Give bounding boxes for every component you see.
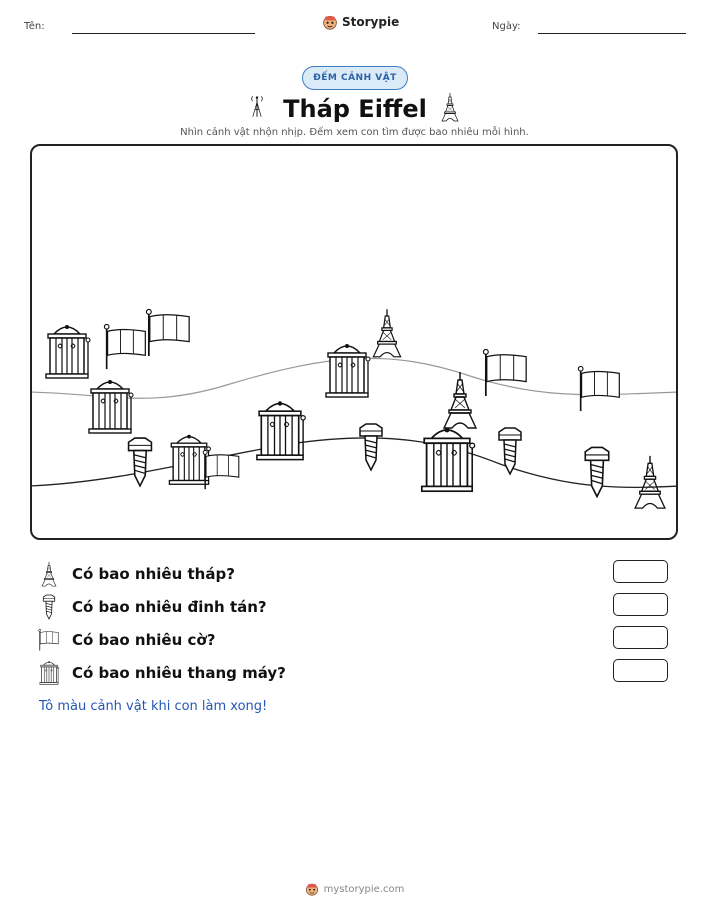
answer-box-rivets[interactable] [613,593,668,616]
rivet-icon [38,595,60,619]
brand-name: Storypie [342,15,400,29]
flag-icon [38,628,60,652]
coloring-note: Tô màu cảnh vật khi con làm xong! [39,699,268,714]
eiffel-tower-icon [444,372,476,428]
elevator-icon [422,428,475,492]
brand-logo [322,12,399,32]
eiffel-tower-icon [373,309,400,357]
answer-box-elevators[interactable] [613,659,668,682]
question-towers [38,561,235,587]
rivet-icon [129,438,152,486]
date-label: Ngày: [492,21,521,32]
answer-box-flags[interactable] [613,626,668,649]
question-text: Có bao nhiêu cờ? [72,631,216,649]
elevator-icon [89,380,133,433]
date-field[interactable] [538,33,686,34]
question-rivets [38,594,267,620]
elevator-icon [326,344,370,397]
front-hill-line [30,438,678,487]
flag-icon [578,366,619,411]
rivet-icon [499,428,521,474]
elevator-icon [46,325,90,378]
question-elevators [38,660,286,686]
elevator-icon [38,661,60,685]
mascot-icon [322,14,338,30]
mascot-icon [305,882,319,896]
flag-icon [104,324,145,369]
page-title: Tháp Eiffel [283,95,427,123]
footer-brand [0,880,709,898]
eiffel-tower-icon [635,456,665,508]
rivet-icon [585,447,608,496]
name-field[interactable] [72,33,255,34]
question-text: Có bao nhiêu thang máy? [72,664,286,682]
counting-scene [30,144,678,540]
question-flags [38,627,215,653]
elevator-icon [169,435,210,484]
eiffel-tower-icon [38,562,60,586]
instruction-text: Nhìn cảnh vật nhộn nhịp. Đếm xem con tìm được bao nhiêu mỗi hình. [180,127,529,138]
antenna-icon [248,93,266,119]
name-label: Tên: [24,21,45,32]
scene-artwork [30,144,678,540]
question-text: Có bao nhiêu đinh tán? [72,598,267,616]
answer-box-towers[interactable] [613,560,668,583]
footer-site: mystorypie.com [323,883,405,895]
eiffel-tower-icon [439,92,461,122]
flag-icon [146,309,189,356]
question-text: Có bao nhiêu tháp? [72,565,235,583]
rivet-icon [360,424,382,470]
elevator-icon [257,401,305,459]
category-badge: ĐẾM CẢNH VẬT [302,66,408,90]
